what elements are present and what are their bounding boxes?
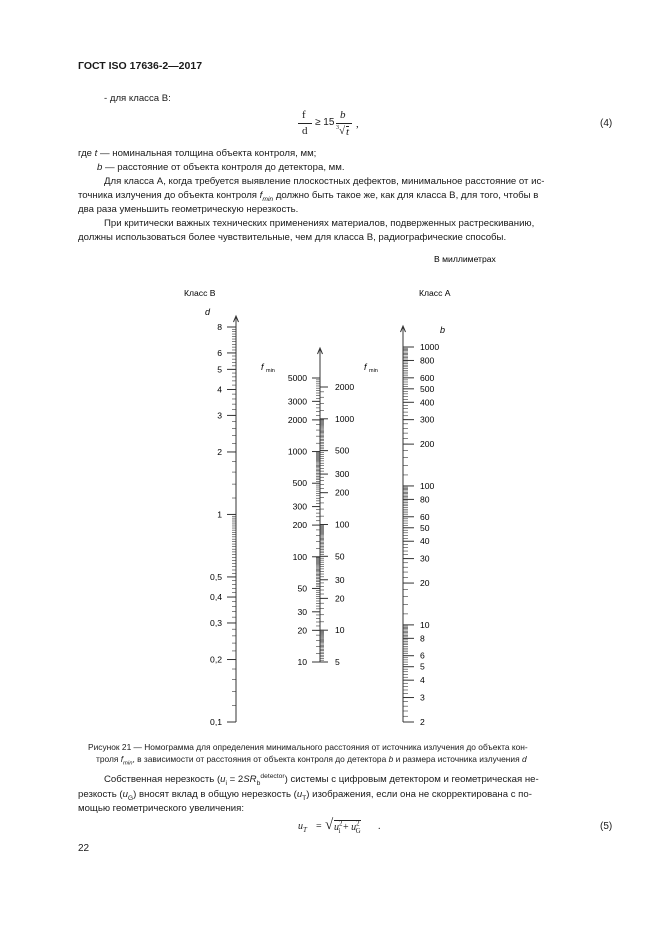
para-unsharpness-line1: [104, 773, 539, 787]
fmin-left-tick-label: 50: [297, 583, 307, 594]
formula-5-eq: =: [316, 821, 322, 832]
fmin-left-sub: min: [266, 368, 275, 374]
sub: b: [256, 779, 261, 787]
b-tick-label: 300: [420, 414, 435, 425]
symbol-sr: SR: [243, 774, 257, 785]
formula-4-f: f: [302, 109, 306, 121]
b-tick-label: 100: [420, 480, 435, 491]
definition-t: где t — номинальная толщина объекта контроля, мм;: [78, 148, 317, 159]
b-tick-label: 800: [420, 355, 435, 366]
formula-5-lhs: $u_T$: [298, 821, 307, 834]
figure-caption-line2: [96, 753, 527, 765]
fmin-right-sub: min: [369, 368, 378, 374]
text: точника излучения до объекта контроля: [78, 190, 260, 201]
b-tick-label: 5: [420, 661, 425, 672]
d-tick-label: 4: [217, 384, 222, 395]
sub: T: [302, 794, 307, 802]
fmin-left-tick-label: 5000: [287, 373, 307, 383]
b-tick-label: 4: [420, 675, 425, 686]
formula-4-b: b: [340, 109, 346, 121]
definition-text: — расстояние от объекта контроля до детектора, мм.: [102, 162, 345, 173]
formula-4-t: t: [346, 126, 350, 138]
b-tick-label: 8: [420, 633, 425, 644]
fmin-left-tick-label: 100: [292, 551, 307, 562]
fmin-right-tick-label: 30: [335, 574, 345, 585]
text: ) системы с цифровым детектором и геометрическая не-: [284, 774, 539, 785]
symbol-u: u: [220, 774, 226, 785]
text: Собственная нерезкость (: [104, 774, 221, 785]
fmin-right-tick-label: 100: [335, 519, 350, 530]
sup: detector: [260, 772, 285, 780]
b-tick-label: 30: [420, 553, 430, 564]
b-tick-label: 2: [420, 717, 425, 727]
sub: G: [127, 794, 134, 802]
text: , в зависимости от расстояния от объекта контроля до детектора: [132, 754, 389, 764]
radicand: $u^2_i + u^2_G$: [334, 819, 361, 835]
page-number: 22: [78, 843, 90, 854]
d-tick-label: 3: [217, 410, 222, 421]
b-tick-label: 20: [420, 578, 430, 589]
symbol-d: d: [521, 754, 527, 764]
symbol-b: b: [388, 754, 394, 764]
fmin-left-tick-label: 1000: [287, 446, 307, 457]
root-index: 3: [336, 125, 339, 131]
fmin-right-tick-label: 200: [335, 487, 350, 498]
equation-number-5: (5): [600, 821, 613, 832]
d-tick-label: 8: [217, 322, 222, 332]
figure-caption-line1: Рисунок 21 — Номограмма для определения минимального расстояния от источника излучения до объекта кон-: [88, 742, 528, 752]
fmin-left-tick-label: 200: [292, 520, 307, 531]
b-tick-label: 80: [420, 494, 430, 505]
b-tick-label: 50: [420, 522, 430, 533]
fmin-right-tick-label: 500: [335, 445, 350, 456]
para-unsharpness-line2: [78, 788, 532, 802]
b-tick-label: 3: [420, 692, 425, 703]
fmin-left-tick-label: 2000: [287, 414, 307, 425]
fmin-right-tick-label: 5: [335, 657, 340, 667]
symbol-t: t: [94, 148, 98, 159]
b-axis-label: b: [440, 325, 446, 335]
fmin-right-tick-label: 20: [335, 593, 345, 604]
fmin-right-tick-label: 10: [335, 625, 345, 636]
b-tick-label: 60: [420, 511, 430, 522]
b-tick-label: 40: [420, 536, 430, 547]
units-label: В миллиметрах: [434, 254, 496, 264]
symbol-u: u: [296, 789, 303, 800]
b-tick-label: 6: [420, 650, 425, 661]
text: = 2: [227, 774, 244, 785]
fmin-right-tick-label: 2000: [335, 382, 355, 392]
para-critical-line2: должны использоваться более чувствительные, чем для класса В, радиографические способы.: [78, 232, 507, 243]
radical-sign: √: [339, 125, 346, 137]
text: и размера источника излучения: [393, 754, 522, 764]
d-tick-label: 0,2: [210, 654, 222, 665]
b-tick-label: 400: [420, 397, 435, 408]
fmin-symbol: $f_{min}$: [120, 754, 133, 767]
b-tick-label: 10: [420, 619, 430, 630]
d-tick-label: 1: [217, 509, 222, 520]
symbol-u: u: [122, 789, 128, 800]
fmin-left-tick-label: 300: [292, 501, 307, 512]
class-b-intro: - для класса B:: [104, 93, 171, 104]
d-tick-label: 2: [217, 446, 222, 457]
fmin-symbol: $f_{min}$: [259, 190, 274, 203]
formula-4-d: d: [302, 125, 308, 137]
para-class-a-line3: два раза уменьшить геометрическую нерезкость.: [78, 204, 299, 215]
fmin-right-label: f: [364, 362, 367, 372]
fmin-right-tick-label: 300: [335, 469, 350, 480]
text: должно быть такое же, как для класса В, для того, чтобы в: [273, 190, 539, 201]
fmin-left-tick-label: 30: [297, 606, 307, 617]
d-tick-label: 5: [217, 364, 222, 375]
text: ) изображения, если она не скорректирована с по-: [306, 789, 532, 800]
b-tick-label: 1000: [420, 342, 440, 352]
d-tick-label: 0,1: [210, 717, 222, 727]
text: резкость (: [78, 789, 123, 800]
fmin-left-tick-label: 3000: [287, 396, 307, 407]
text: ) вносят вклад в общую нерезкость (: [133, 789, 297, 800]
fmin-right-tick-label: 1000: [335, 413, 355, 424]
b-tick-label: 500: [420, 383, 435, 394]
text: троля: [96, 754, 121, 764]
formula-5: [298, 817, 388, 839]
formula-4-comma: ,: [356, 118, 359, 130]
symbol-b: b: [97, 162, 103, 173]
formula-5-comma: .: [378, 821, 381, 832]
fmin-left-tick-label: 20: [297, 625, 307, 636]
fmin-right-tick-label: 50: [335, 551, 345, 562]
formula-4-op: ≥ 15: [315, 117, 335, 128]
class-a-label: Класс А: [419, 288, 451, 298]
document-header: ГОСТ ISO 17636-2—2017: [78, 60, 203, 72]
para-class-a-line1: Для класса А, когда требуется выявление плоскостных дефектов, минимальное расстояние от ис-: [104, 176, 545, 187]
b-tick-label: 600: [420, 372, 435, 383]
definition-text: — номинальная толщина объекта контроля, мм;: [97, 148, 317, 159]
para-critical-line1: При критически важных технических применениях материалов, подверженных растрескиванию,: [104, 218, 535, 229]
d-tick-label: 6: [217, 347, 222, 358]
b-tick-label: 200: [420, 439, 435, 450]
para-unsharpness-line3: мощью геометрического увеличения:: [78, 803, 245, 814]
radical-sign: √: [325, 817, 334, 833]
fmin-left-tick-label: 10: [297, 657, 307, 667]
fmin-left-tick-label: 500: [292, 478, 307, 489]
d-tick-label: 0,3: [210, 617, 222, 628]
d-tick-label: 0,5: [210, 571, 222, 582]
equation-number-4: (4): [600, 118, 613, 129]
sub: i: [225, 779, 227, 787]
fmin-left-label: f: [261, 362, 264, 372]
d-tick-label: 0,4: [210, 592, 222, 603]
d-axis-label: d: [205, 307, 211, 317]
class-b-label: Класс B: [184, 288, 216, 298]
